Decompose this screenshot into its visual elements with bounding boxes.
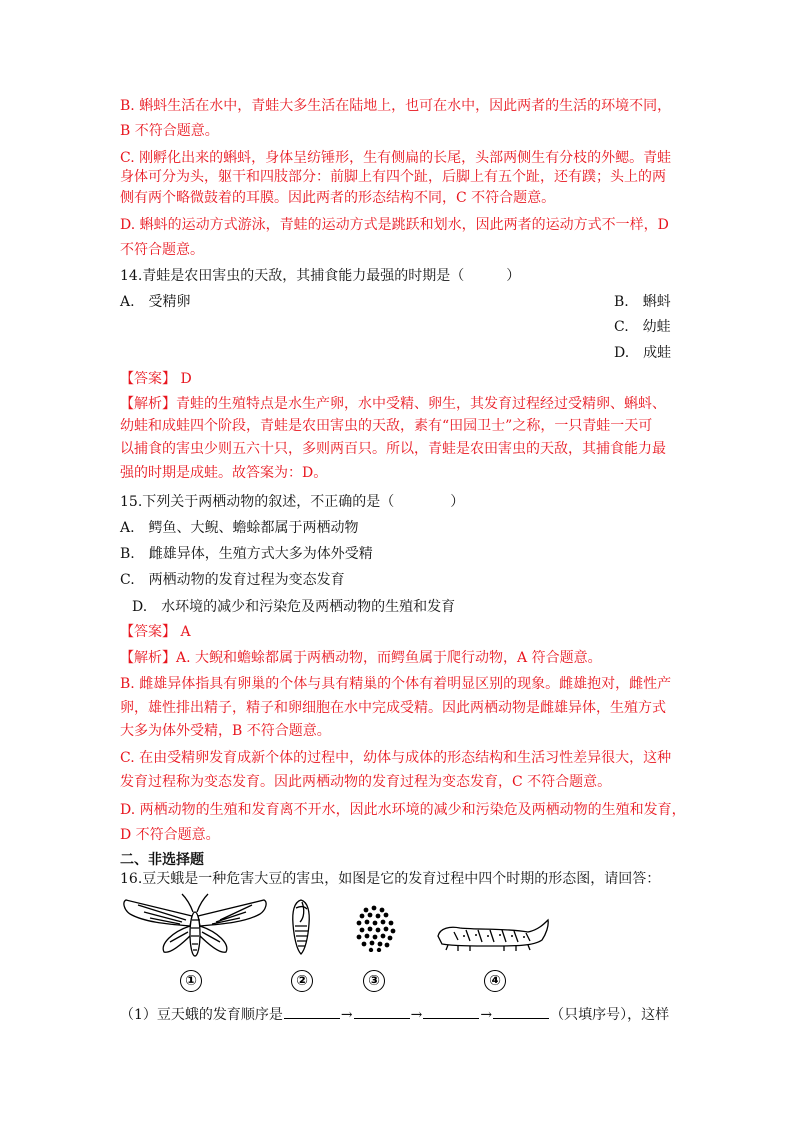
q15-explain-line6: 发育过程称为变态发育。因此两栖动物的发育过程为变态发育，C 不符合题意。 <box>120 774 612 790</box>
q16-stem: 16.豆天蛾是一种危害大豆的害虫，如图是它的发育过程中四个时期的形态图，请回答： <box>120 871 661 887</box>
q15-explain-line5: C. 在由受精卵发育成新个体的过程中，幼体与成体的形态结构和生活习性差异很大，这种 <box>120 750 672 766</box>
q15-explain-line1: 【解析】A. 大鲵和蟾蜍都属于两栖动物，而鳄鱼属于爬行动物，A 符合题意。 <box>120 650 602 666</box>
q13-explain-b-line1: B. 蝌蚪生活在水中，青蛙大多生活在陆地上，也可在水中，因此两者的生活的环境不同， <box>120 98 672 114</box>
q16-sub1-prefix: （1）豆天蛾的发育顺序是 <box>120 1007 283 1023</box>
q13-explain-b-line2: B 不符合题意。 <box>120 123 219 139</box>
q14-option-b: B. 蝌蚪 <box>614 294 671 310</box>
q13-explain-d-line1: D. 蝌蚪的运动方式游泳，青蛙的运动方式是跳跃和划水，因此两者的运动方式不一样，D <box>120 217 669 233</box>
q15-explain-line4: 大多为体外受精，B 不符合题意。 <box>120 723 331 739</box>
arrow-3: → <box>480 1007 493 1023</box>
moth-image <box>120 890 270 966</box>
q13-explain-d-line2: 不符合题意。 <box>120 242 204 258</box>
q15-option-b: B. 雌雄异体，生殖方式大多为体外受精 <box>120 546 373 562</box>
q14-explain-line4: 强的时期是成蛙。故答案为：D。 <box>120 465 328 481</box>
q14-option-a: A. 受精卵 <box>120 294 191 310</box>
larva-image <box>434 916 552 960</box>
q14-option-c: C. 幼蛙 <box>614 319 671 335</box>
figure-label-1: ① <box>180 970 202 992</box>
q14-stem: 14.青蛙是农田害虫的天敌，其捕食能力最强的时期是（ ） <box>120 268 521 284</box>
q14-explain-line1: 【解析】青蛙的生殖特点是水生产卵，水中受精、卵生，其发育过程经过受精卵、蝌蚪、 <box>120 396 666 412</box>
q13-explain-c-line3: 侧有两个略微鼓着的耳膜。因此两者的形态结构不同，C 不符合题意。 <box>120 190 556 206</box>
section-heading: 二、非选择题 <box>120 852 204 868</box>
q15-option-c: C. 两栖动物的发育过程为变态发育 <box>120 572 345 588</box>
q14-explain-line2: 幼蛙和成蛙四个阶段，青蛙是农田害虫的天敌，素有“田园卫士”之称，一只青蛙一天可 <box>120 418 653 434</box>
q14-answer: 【答案】 D <box>120 371 192 387</box>
q13-explain-c-line1: C. 刚孵化出来的蝌蚪，身体呈纺锤形，生有侧扁的长尾，头部两侧生有分枝的外鳃。青蛙 <box>120 150 672 166</box>
figure-label-4: ④ <box>484 970 506 992</box>
q15-stem: 15.下列关于两栖动物的叙述，不正确的是（ ） <box>120 494 465 510</box>
arrow-2: → <box>410 1007 423 1023</box>
q15-explain-line2: B. 雌雄异体指具有卵巢的个体与具有精巢的个体有着明显区别的现象。雌雄抱对，雌性产 <box>120 676 672 692</box>
answer-blank-1[interactable] <box>284 1004 340 1019</box>
q16-sub1 <box>120 1004 669 1025</box>
q15-option-a: A. 鳄鱼、大鲵、蟾蜍都属于两栖动物 <box>120 520 359 536</box>
q14-explain-line3: 以捕食的害虫少则五六十只，多则两百只。所以，青蛙是农田害虫的天敌，其捕食能力最 <box>120 441 666 457</box>
q15-option-d: D. 水环境的减少和污染危及两栖动物的生殖和发育 <box>132 599 456 615</box>
q15-explain-line8: D 不符合题意。 <box>120 827 220 843</box>
answer-blank-2[interactable] <box>354 1004 410 1019</box>
q16-figure <box>120 890 700 1002</box>
q15-explain-line7: D. 两栖动物的生殖和发育离不开水，因此水环境的减少和污染危及两栖动物的生殖和发育， <box>120 802 686 818</box>
eggs-image <box>354 904 398 952</box>
q15-explain-line3: 卵，雄性排出精子，精子和卵细胞在水中完成受精。因此两栖动物是雌雄异体，生殖方式 <box>120 700 666 716</box>
q16-sub1-suffix: （只填序号），这样 <box>550 1007 670 1023</box>
figure-label-3: ③ <box>363 970 385 992</box>
q14-option-d: D. 成蛙 <box>614 345 672 361</box>
figure-label-2: ② <box>291 970 313 992</box>
answer-blank-3[interactable] <box>423 1004 479 1019</box>
answer-blank-4[interactable] <box>493 1004 549 1019</box>
arrow-1: → <box>340 1007 353 1023</box>
q13-explain-c-line2: 身体可分为头，躯干和四肢部分：前脚上有四个趾，后脚上有五个趾，还有蹼；头上的两 <box>120 169 666 185</box>
pupa-image <box>288 896 314 958</box>
q15-answer: 【答案】 A <box>120 624 191 640</box>
